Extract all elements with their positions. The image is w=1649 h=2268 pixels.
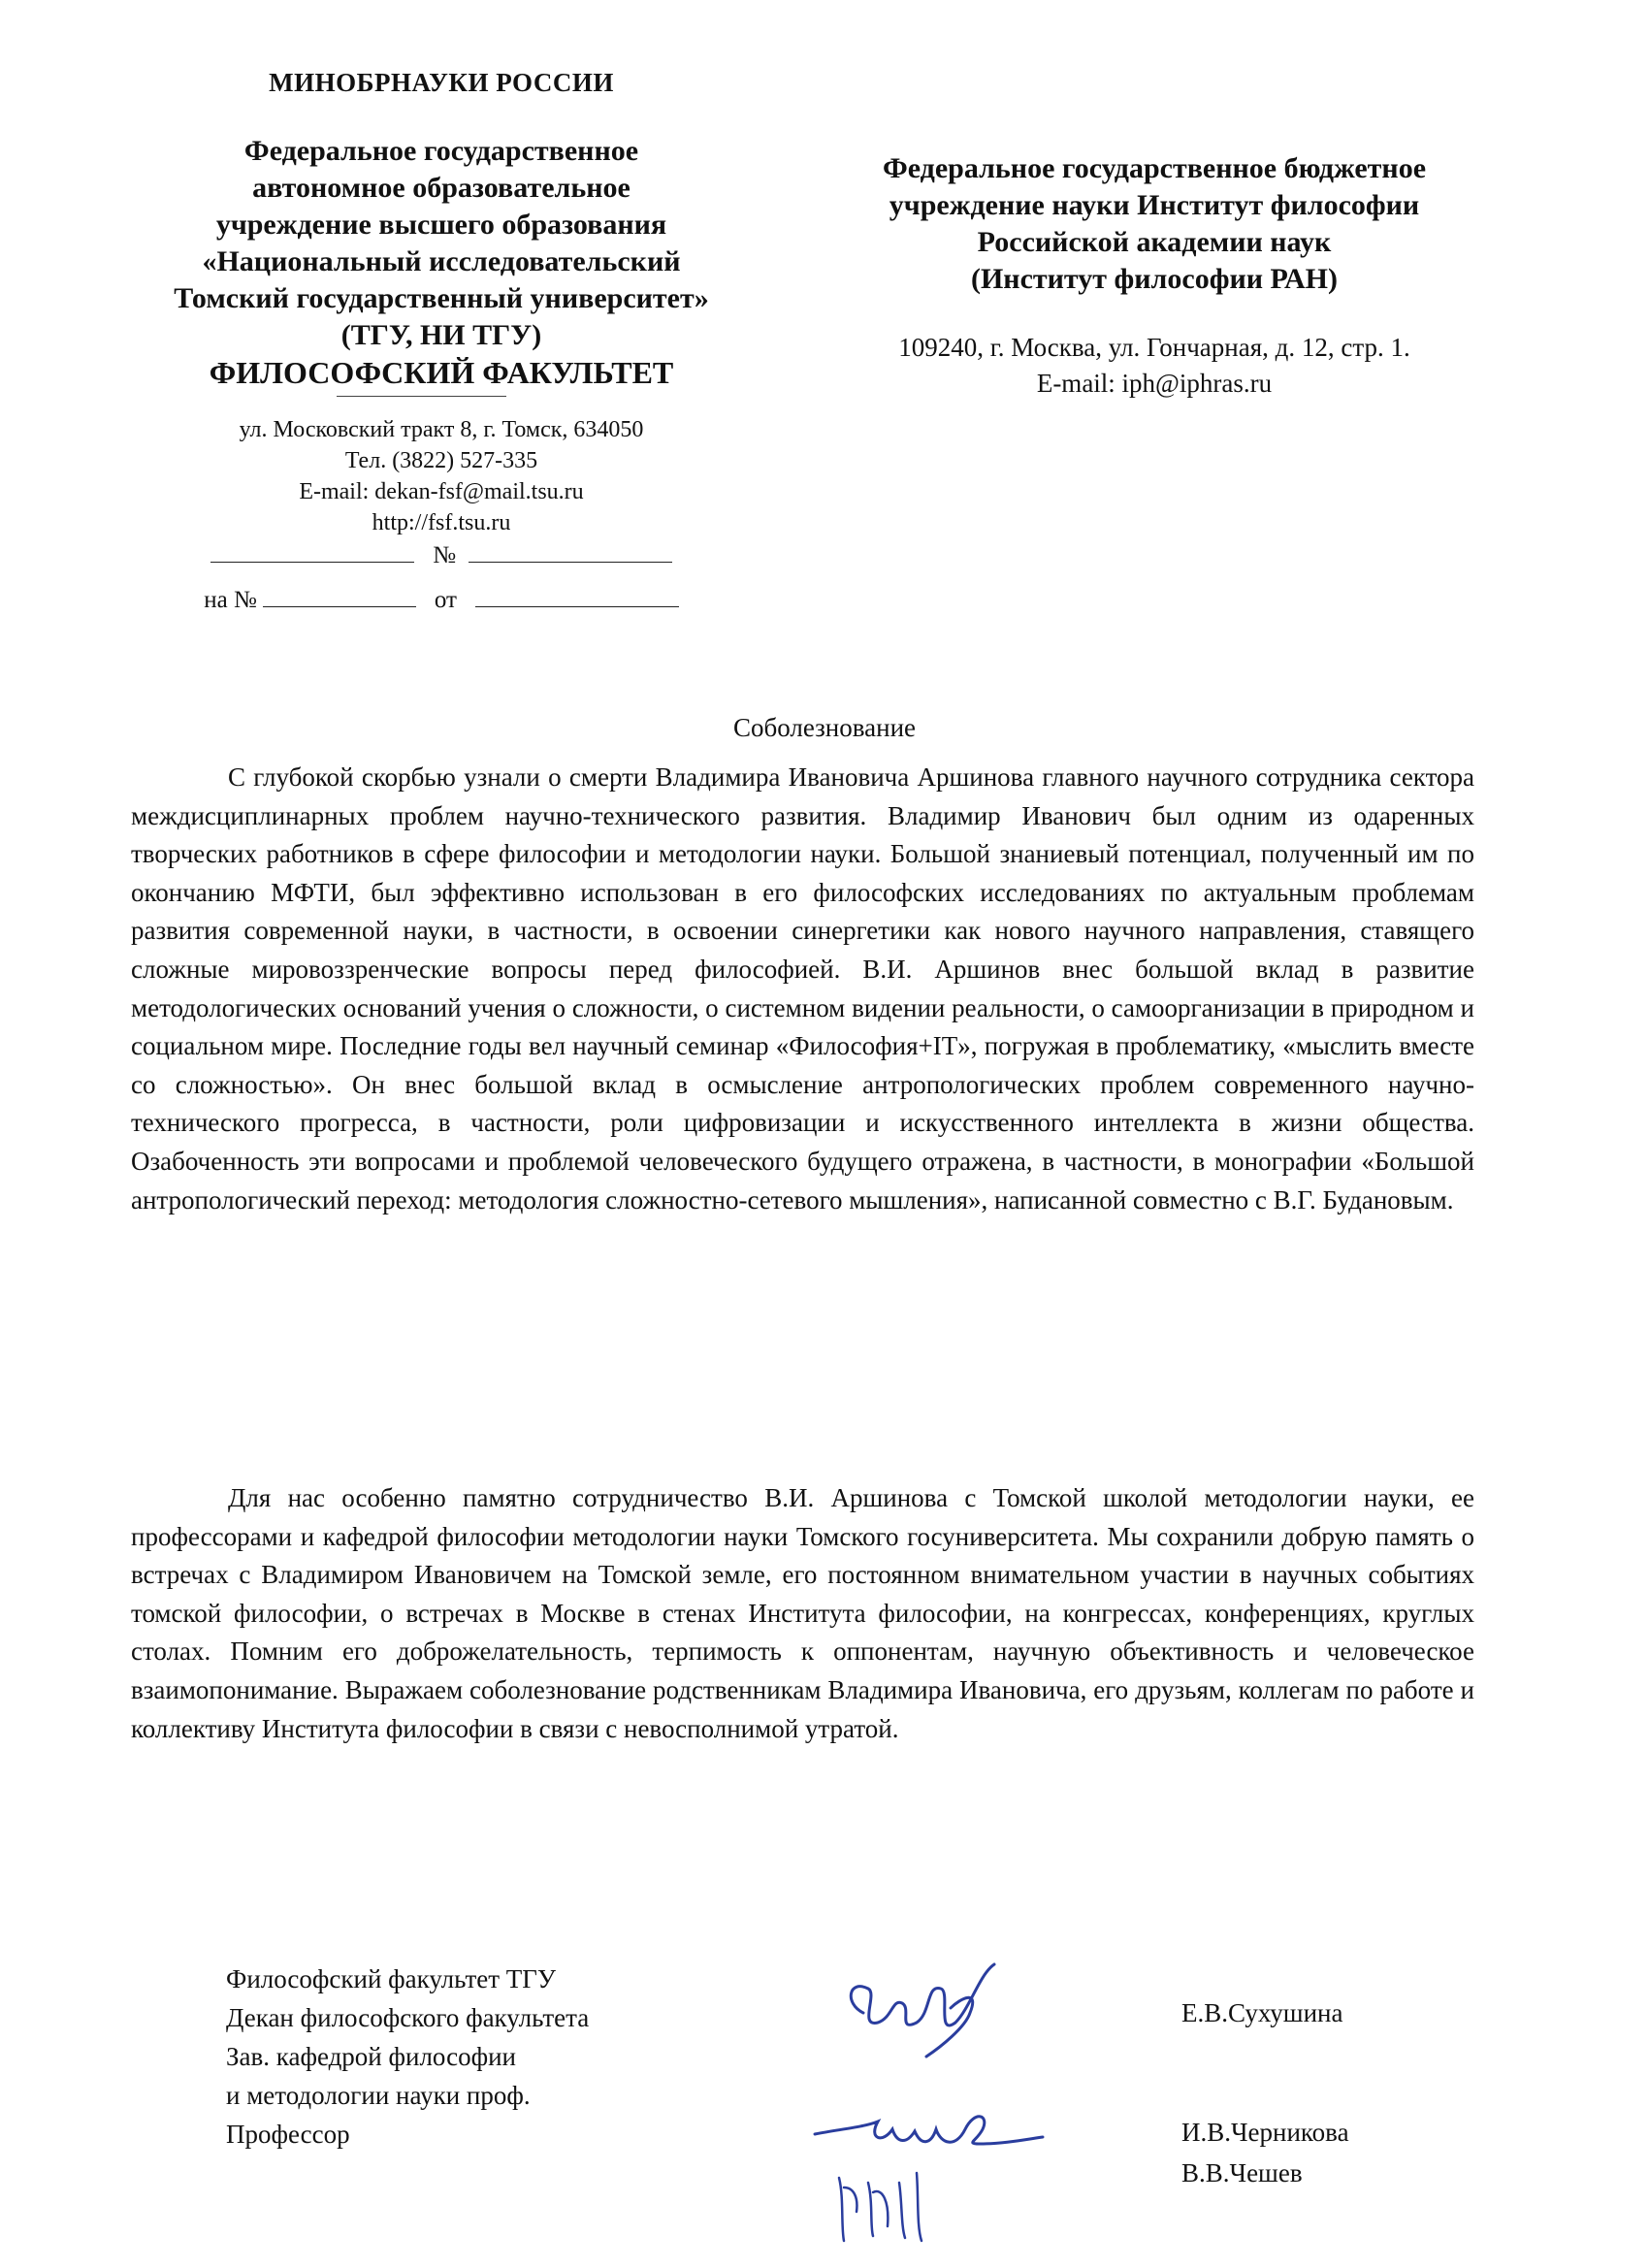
right-email[interactable]: E-mail: iph@iphras.ru: [1036, 369, 1273, 398]
right-organization-block: [815, 150, 1494, 298]
number-label: №: [433, 542, 457, 568]
signatory-position: Зав. кафедрой философии: [226, 2042, 516, 2071]
right-org-line: учреждение науки Институт философии: [889, 189, 1420, 221]
body-paragraph: С глубокой скорбью узнали о смерти Владимира Ивановича Аршинова главного научного сотрудника сектора междисциплинарных проблем научно-технического развития. Владимир Иванович был одним из одаренных творческих работников в сфере философии и методологии науки. Большой знаниевый потенциал, полученный им по окончанию МФТИ, был эффективно использован в его философских исследованиях по актуальным проблемам развития современной науки, в частности, в освоении синергетики как нового научного направления, ставящего сложные мировоззренческие вопросы перед философией. В.И. Аршинов внес большой вклад в развитие методологических оснований учения о сложности, о системном видении реальности, о самоорганизации в природном и социальном мире. Последние годы вел научный семинар «Философия+IT», погружая в проблематику, «мыслить вместе со сложностью». Он внес большой вклад в осмысление антропологических проблем современного научно-технического прогресса, в частности, роли цифровизации и искусственного интеллекта в жизни общества. Озабоченность эти вопросами и проблемой человеческого будущего отражена, в частности, в монографии «Большой антропологический переход: методология сложностно-сетевого мышления», написанной совместно с В.Г. Будановым.: [131, 762, 1474, 1215]
faculty-name: ФИЛОСОФСКИЙ ФАКУЛЬТЕТ: [209, 355, 674, 390]
left-org-line: автономное образовательное: [252, 172, 630, 204]
left-org-line: Федеральное государственное: [243, 135, 639, 167]
left-phone: Тел. (3822) 527-335: [344, 448, 538, 473]
left-contacts-block: [131, 414, 752, 616]
ref-blank-line: [263, 585, 416, 607]
signatory-position: Декан философского факультета: [226, 2003, 590, 2032]
faculty-divider: [337, 396, 506, 397]
from-blank-line: [475, 585, 679, 607]
right-contacts-block: [815, 330, 1494, 402]
signatory-name: В.В.Чешев: [1181, 2158, 1303, 2187]
number-blank-line: [469, 540, 672, 563]
signatory-position: Профессор: [226, 2120, 350, 2149]
from-label: от: [434, 587, 457, 613]
signature-scribble: [829, 2158, 946, 2246]
right-org-line: (Институт философии РАН): [970, 263, 1339, 295]
signatory-positions: [226, 1960, 808, 2154]
ref-label: на №: [204, 587, 257, 613]
date-blank-line: [210, 540, 414, 563]
signatory-name: И.В.Черникова: [1181, 2118, 1349, 2147]
right-org-line: Федеральное государственное бюджетное: [882, 152, 1427, 184]
left-email[interactable]: E-mail: dekan-fsf@mail.tsu.ru: [299, 479, 584, 504]
left-org-line: (ТГУ, НИ ТГУ): [340, 319, 542, 351]
body-paragraph: Для нас особенно памятно сотрудничество В.И. Аршинова с Томской школой методологии науки, ее профессорами и кафедрой философии методологии науки Томского госуниверситета. Мы сохранили добрую память о встречах с Владимиром Ивановичем на Томской земле, его постоянном внимательном участии в научных событиях томской философии, о встречах в Москве в стенах Института философии, на конгрессах, конференциях, круглых столах. Помним его доброжелательность, терпимость к оппонентам, научную объективность и человеческое взаимопонимание. Выражаем соболезнование родственникам Владимира Ивановича, его друзьям, коллегам по работе и коллективу Института философии в связи с невосполнимой утратой.: [131, 1483, 1474, 1743]
signatory-name: Е.В.Сухушина: [1181, 1998, 1343, 2027]
ministry-name: МИНОБРНАУКИ РОССИИ: [269, 68, 614, 97]
left-org-line: учреждение высшего образования: [215, 209, 667, 241]
signatory-position: Философский факультет ТГУ: [226, 1964, 556, 1993]
left-organization-block: [131, 133, 752, 354]
left-address: ул. Московский тракт 8, г. Томск, 634050: [239, 417, 644, 442]
document-title: Соболезнование: [732, 713, 917, 742]
signatory-position: и методологии науки проф.: [226, 2081, 531, 2110]
left-website[interactable]: http://fsf.tsu.ru: [372, 510, 511, 535]
right-address: 109240, г. Москва, ул. Гончарная, д. 12, стр. 1.: [898, 333, 1410, 362]
outgoing-number-row: [131, 540, 752, 571]
left-org-line: Томский государственный университет»: [174, 282, 709, 314]
signature-scribble: [834, 1955, 1018, 2061]
right-org-line: Российской академии наук: [977, 226, 1332, 258]
left-org-line: «Национальный исследовательский: [202, 245, 681, 277]
reference-number-row: [131, 585, 752, 616]
